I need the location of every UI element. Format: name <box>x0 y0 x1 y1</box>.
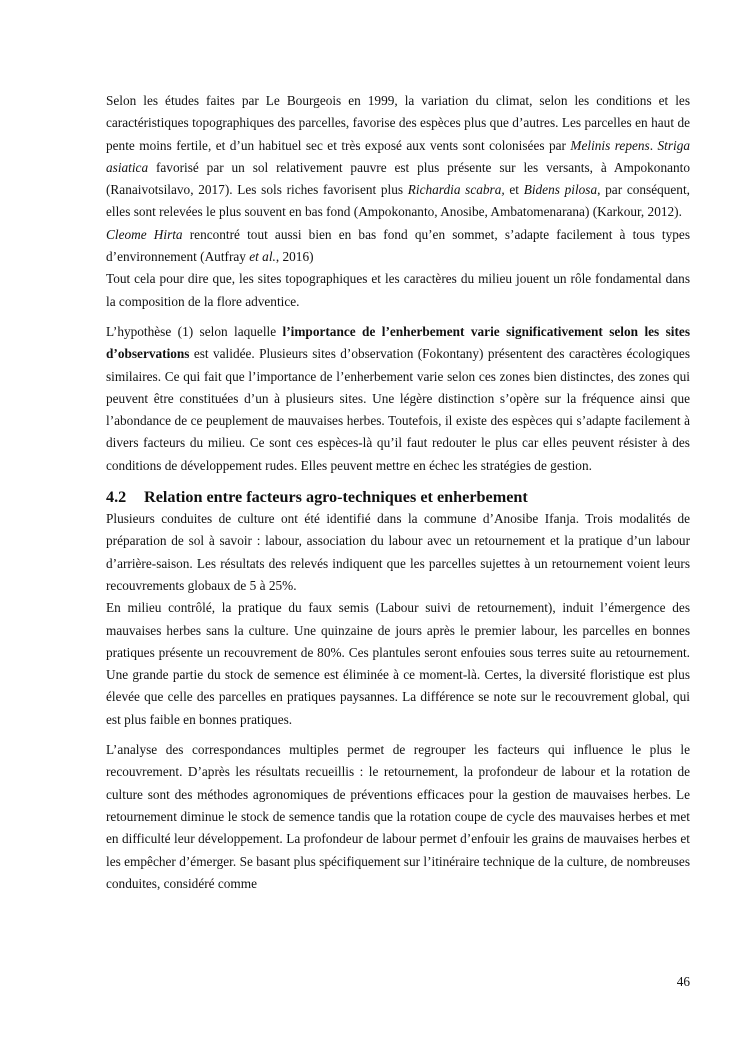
text-span: , 2016) <box>275 249 314 265</box>
paragraph-soil-preparation: Plusieurs conduites de culture ont été identifié dans la commune d’Anosibe Ifanja. Trois modalités de préparation de sol à savoir : labour, association du labour avec un retournement et la pratique d’un labour d’arrière-saison. Les résultats des relevés indiquent que les parcelles sujettes à un retournement voient leurs recouvrements globaux de 5 à 25%. <box>106 511 690 593</box>
hypothesis-statement: l’importance de l’enherbement varie significativement selon les sites d’observations <box>106 323 690 362</box>
section-heading <box>106 486 690 508</box>
paragraph-topography-summary: Tout cela pour dire que, les sites topographiques et les caractères du milieu jouent un rôle fondamental dans la composition de la flore adventice. <box>106 271 690 309</box>
text-span: est validée. Plusieurs sites d’observation (Fokontany) présentent des caractères écologiques similaires. Ce qui fait que l’importance de l’enherbement varie selon ces zones bien distinctes, des zones qui peuvent être constituées d’un à plusieurs sites. Une légère distinction s’opère sur la fréquence ainsi que l’abondance de ce peuplement de mauvaises herbes. Toutefois, il existe des espèces qui s’adapte facilement à divers facteurs du milieu. Ce sont ces espèces-là qu’il faut redouter le plus car elles peuvent résister à des conditions de développement rudes. Elles peuvent mettre en échec les stratégies de gestion. <box>106 346 690 473</box>
species-name-striga: Striga asiatica <box>106 137 690 175</box>
page-number: 46 <box>676 974 690 989</box>
text-span: . <box>649 137 658 153</box>
species-name-bidens: Bidens pilosa <box>523 182 598 198</box>
paragraph-controlled-environment: En milieu contrôlé, la pratique du faux semis (Labour suivi de retournement), induit l’émergence des mauvaises herbes sans la culture. Une quinzaine de jours après le premier labour, les parcelles en bonnes pratiques présente un recouvrement de 80%. Ces plantules seront enfouies sous terres suite au retournement. Une grande partie du stock de semence est éliminée à ce moment-là. Certes, la diversité floristique est plus élevée que celle des parcelles en pratiques paysannes. La différence se note sur le recouvrement global, qui est plus faible en bonnes pratiques. <box>106 600 690 727</box>
text-span: et <box>504 182 524 198</box>
paragraph-climate-species <box>106 90 690 224</box>
citation-et-al: et al. <box>249 249 276 265</box>
species-name-cleome: Cleome Hirta <box>106 226 183 242</box>
text-span: Selon les études faites par Le Bourgeois en 1999, la variation du climat, selon les conditions et les caractéristiques topographiques des parcelles, favorise des espèces plus que d’autres. Les parcelles en haut de pente moins fertile, et d’un habituel sec et très exposé aux vents sont colonisées par <box>106 93 690 153</box>
species-name-richardia: Richardia scabra, <box>407 182 505 198</box>
text-span: L’hypothèse (1) selon laquelle <box>106 323 283 339</box>
species-name-melinis: Melinis repens <box>570 137 650 153</box>
section-title: Relation entre facteurs agro-techniques et enherbement <box>144 488 528 507</box>
section-number: 4.2 <box>106 488 127 507</box>
paragraph-correspondence-analysis: L’analyse des correspondances multiples permet de regrouper les facteurs qui influence le plus le recouvrement. D’après les résultats recueillis : le retournement, la profondeur de labour et la rotation de culture sont des méthodes agronomiques de préventions efficaces pour la gestion de mauvaises herbes. Le retournement diminue le stock de semence tandis que la rotation coupe de cycle des mauvaises herbes et met en difficulté leur développement. La profondeur de labour permet d’enfouir les grains de mauvaises herbes et les empêcher d’émerger. Se basant plus spécifiquement sur l’itinéraire technique de la culture, de nombreuses conduites, considéré comme <box>106 742 690 891</box>
paragraph-hypothesis-1 <box>106 321 690 477</box>
paragraph-cleome <box>106 224 690 269</box>
text-span: rencontré tout aussi bien en bas fond qu’en sommet, s’adapte facilement à tous types d’environnement (Autfray <box>106 226 690 265</box>
text-span: , par conséquent, elles sont relevées le plus souvent en bas fond (Ampokonanto, Anosibe, Ambatomenarana) (Karkour, 2012). <box>106 182 690 220</box>
document-page <box>106 90 690 895</box>
text-span: favorisé par un sol relativement pauvre est plus présente sur les versants, à Ampokonanto (Ranaivotsilavo, 2017). Les sols riches favorisent plus <box>106 159 690 198</box>
